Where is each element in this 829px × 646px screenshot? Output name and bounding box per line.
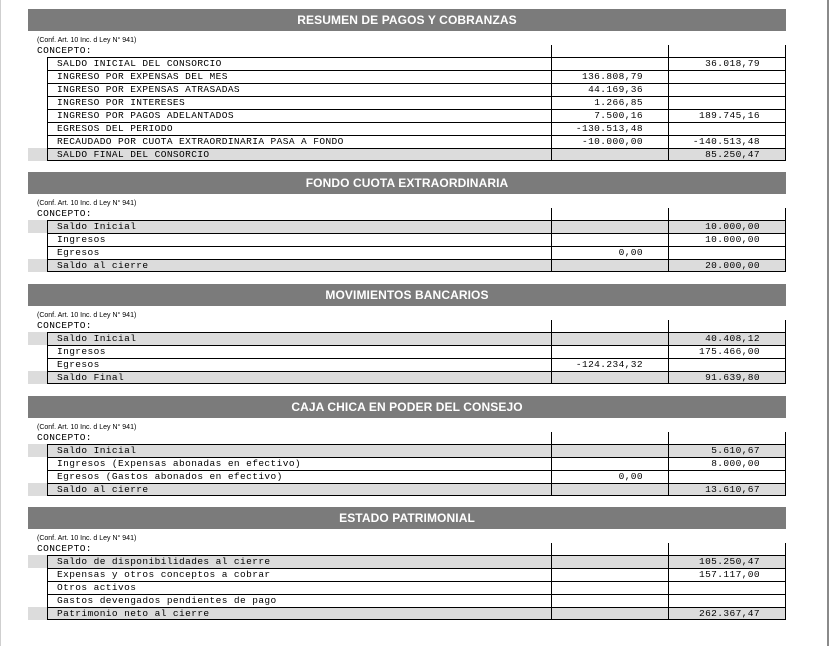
- table-row: [28, 470, 786, 483]
- row-label: Saldo al cierre: [57, 260, 149, 271]
- total-amount: 20.000,00: [705, 260, 760, 271]
- grid-line: [47, 457, 786, 458]
- grid-line: [47, 148, 786, 149]
- legal-reference: (Conf. Art. 10 Inc. d Ley N° 941): [37, 312, 137, 319]
- grid-line: [785, 320, 786, 384]
- row-label: Saldo Inicial: [57, 221, 137, 232]
- row-label: Expensas y otros conceptos a cobrar: [57, 569, 271, 580]
- grid-line: [47, 332, 786, 333]
- grid-line: [47, 358, 786, 359]
- concept-header: CONCEPTO:: [37, 208, 92, 219]
- total-amount: 5.610,67: [711, 445, 760, 456]
- partial-amount: -10.000,00: [581, 136, 643, 147]
- row-label: INGRESO POR PAGOS ADELANTADOS: [57, 110, 234, 121]
- row-label: Saldo Inicial: [57, 445, 137, 456]
- concept-header: CONCEPTO:: [37, 320, 92, 331]
- grid-line: [47, 57, 786, 58]
- section-fondo-cuota-extraordinaria: [28, 172, 786, 272]
- grid-line: [47, 383, 786, 384]
- total-amount: 105.250,47: [698, 556, 760, 567]
- table-row: [28, 457, 786, 470]
- total-amount: 13.610,67: [705, 484, 760, 495]
- table-row: [28, 122, 786, 135]
- grid-line: [668, 320, 669, 384]
- total-amount: 10.000,00: [705, 234, 760, 245]
- row-label: SALDO INICIAL DEL CONSORCIO: [57, 58, 222, 69]
- grid-line: [47, 135, 786, 136]
- section-resumen-pagos-cobranzas: [28, 9, 786, 161]
- table-row: [28, 345, 786, 358]
- total-amount: 36.018,79: [705, 58, 760, 69]
- row-label: Saldo Inicial: [57, 333, 137, 344]
- partial-amount: 7.500,16: [594, 110, 643, 121]
- row-label: Saldo Final: [57, 372, 125, 383]
- table-row: [28, 135, 786, 148]
- table-row: [28, 332, 786, 345]
- table-row: [28, 220, 786, 233]
- grid-line: [47, 607, 786, 608]
- section-title: RESUMEN DE PAGOS Y COBRANZAS: [28, 9, 786, 31]
- table-row: [28, 57, 786, 70]
- grid-line: [47, 345, 786, 346]
- total-amount: 189.745,16: [698, 110, 760, 121]
- grid-line: [668, 45, 669, 161]
- concept-header: CONCEPTO:: [37, 432, 92, 443]
- total-amount: 262.367,47: [698, 608, 760, 619]
- grid-line: [47, 371, 786, 372]
- partial-amount: 136.808,79: [581, 71, 643, 82]
- grid-line: [785, 45, 786, 161]
- grid-line: [47, 122, 786, 123]
- row-label: Patrimonio neto al cierre: [57, 608, 210, 619]
- grid-line: [785, 208, 786, 272]
- grid-line: [47, 83, 786, 84]
- grid-line: [551, 432, 552, 496]
- grid-line: [47, 271, 786, 272]
- row-label: Ingresos (Expensas abonadas en efectivo): [57, 458, 302, 469]
- total-amount: -140.513,48: [692, 136, 760, 147]
- grid-line: [47, 555, 48, 620]
- legal-reference: (Conf. Art. 10 Inc. d Ley N° 941): [37, 37, 137, 44]
- total-amount: 91.639,80: [705, 372, 760, 383]
- partial-amount: -124.234,32: [575, 359, 643, 370]
- row-label: EGRESOS DEL PERIODO: [57, 123, 173, 134]
- section-title: CAJA CHICA EN PODER DEL CONSEJO: [28, 396, 786, 418]
- partial-amount: 0,00: [618, 471, 643, 482]
- row-label: Ingresos: [57, 234, 106, 245]
- table-row: [28, 233, 786, 246]
- row-label: Egresos: [57, 247, 100, 258]
- legal-reference: (Conf. Art. 10 Inc. d Ley N° 941): [37, 424, 137, 431]
- row-label: INGRESO POR EXPENSAS ATRASADAS: [57, 84, 241, 95]
- total-amount: 175.466,00: [698, 346, 760, 357]
- table-row: [28, 96, 786, 109]
- partial-amount: 44.169,36: [588, 84, 643, 95]
- grid-line: [47, 109, 786, 110]
- total-amount: 157.117,00: [698, 569, 760, 580]
- grid-line: [47, 220, 786, 221]
- section-movimientos-bancarios: [28, 284, 786, 384]
- concept-header: CONCEPTO:: [37, 45, 92, 56]
- grid-line: [551, 320, 552, 384]
- grid-line: [47, 555, 786, 556]
- total-amount: 85.250,47: [705, 149, 760, 160]
- statement-rows: [28, 555, 786, 620]
- grid-line: [47, 568, 786, 569]
- partial-amount: 0,00: [618, 247, 643, 258]
- table-row: [28, 594, 786, 607]
- row-label: Saldo de disponibilidades al cierre: [57, 556, 271, 567]
- table-row: [28, 358, 786, 371]
- row-label: Otros activos: [57, 582, 137, 593]
- partial-amount: -130.513,48: [575, 123, 643, 134]
- grid-line: [47, 581, 786, 582]
- grid-line: [47, 444, 786, 445]
- total-amount: 10.000,00: [705, 221, 760, 232]
- row-label: RECAUDADO POR CUOTA EXTRAORDINARIA PASA A FONDO: [57, 136, 344, 147]
- grid-line: [47, 470, 786, 471]
- row-label: INGRESO POR EXPENSAS DEL MES: [57, 71, 228, 82]
- grid-line: [47, 259, 786, 260]
- concept-header: CONCEPTO:: [37, 543, 92, 554]
- page-left-border: [0, 0, 1, 646]
- table-row: [28, 581, 786, 594]
- row-label: Egresos: [57, 359, 100, 370]
- grid-line: [47, 233, 786, 234]
- table-row: [28, 70, 786, 83]
- grid-line: [785, 432, 786, 496]
- grid-line: [47, 619, 786, 620]
- section-title: FONDO CUOTA EXTRAORDINARIA: [28, 172, 786, 194]
- partial-amount: 1.266,85: [594, 97, 643, 108]
- section-estado-patrimonial: [28, 507, 786, 620]
- grid-line: [47, 246, 786, 247]
- grid-line: [551, 45, 552, 161]
- grid-line: [47, 96, 786, 97]
- grid-line: [551, 208, 552, 272]
- row-label: Saldo al cierre: [57, 484, 149, 495]
- legal-reference: (Conf. Art. 10 Inc. d Ley N° 941): [37, 200, 137, 207]
- section-title: ESTADO PATRIMONIAL: [28, 507, 786, 529]
- grid-line: [668, 432, 669, 496]
- table-row: [28, 555, 786, 568]
- table-row: [28, 444, 786, 457]
- grid-line: [668, 208, 669, 272]
- section-title: MOVIMIENTOS BANCARIOS: [28, 284, 786, 306]
- grid-line: [47, 495, 786, 496]
- row-label: Gastos devengados pendientes de pago: [57, 595, 277, 606]
- table-row: [28, 83, 786, 96]
- grid-line: [47, 160, 786, 161]
- grid-line: [47, 70, 786, 71]
- row-label: SALDO FINAL DEL CONSORCIO: [57, 149, 210, 160]
- table-row: [28, 109, 786, 122]
- legal-reference: (Conf. Art. 10 Inc. d Ley N° 941): [37, 535, 137, 542]
- row-label: INGRESO POR INTERESES: [57, 97, 186, 108]
- total-amount: 40.408,12: [705, 333, 760, 344]
- row-label: Ingresos: [57, 346, 106, 357]
- table-row: [28, 568, 786, 581]
- grid-line: [47, 483, 786, 484]
- total-amount: 8.000,00: [711, 458, 760, 469]
- grid-line: [47, 594, 786, 595]
- table-row: [28, 246, 786, 259]
- section-caja-chica: [28, 396, 786, 496]
- row-label: Egresos (Gastos abonados en efectivo): [57, 471, 283, 482]
